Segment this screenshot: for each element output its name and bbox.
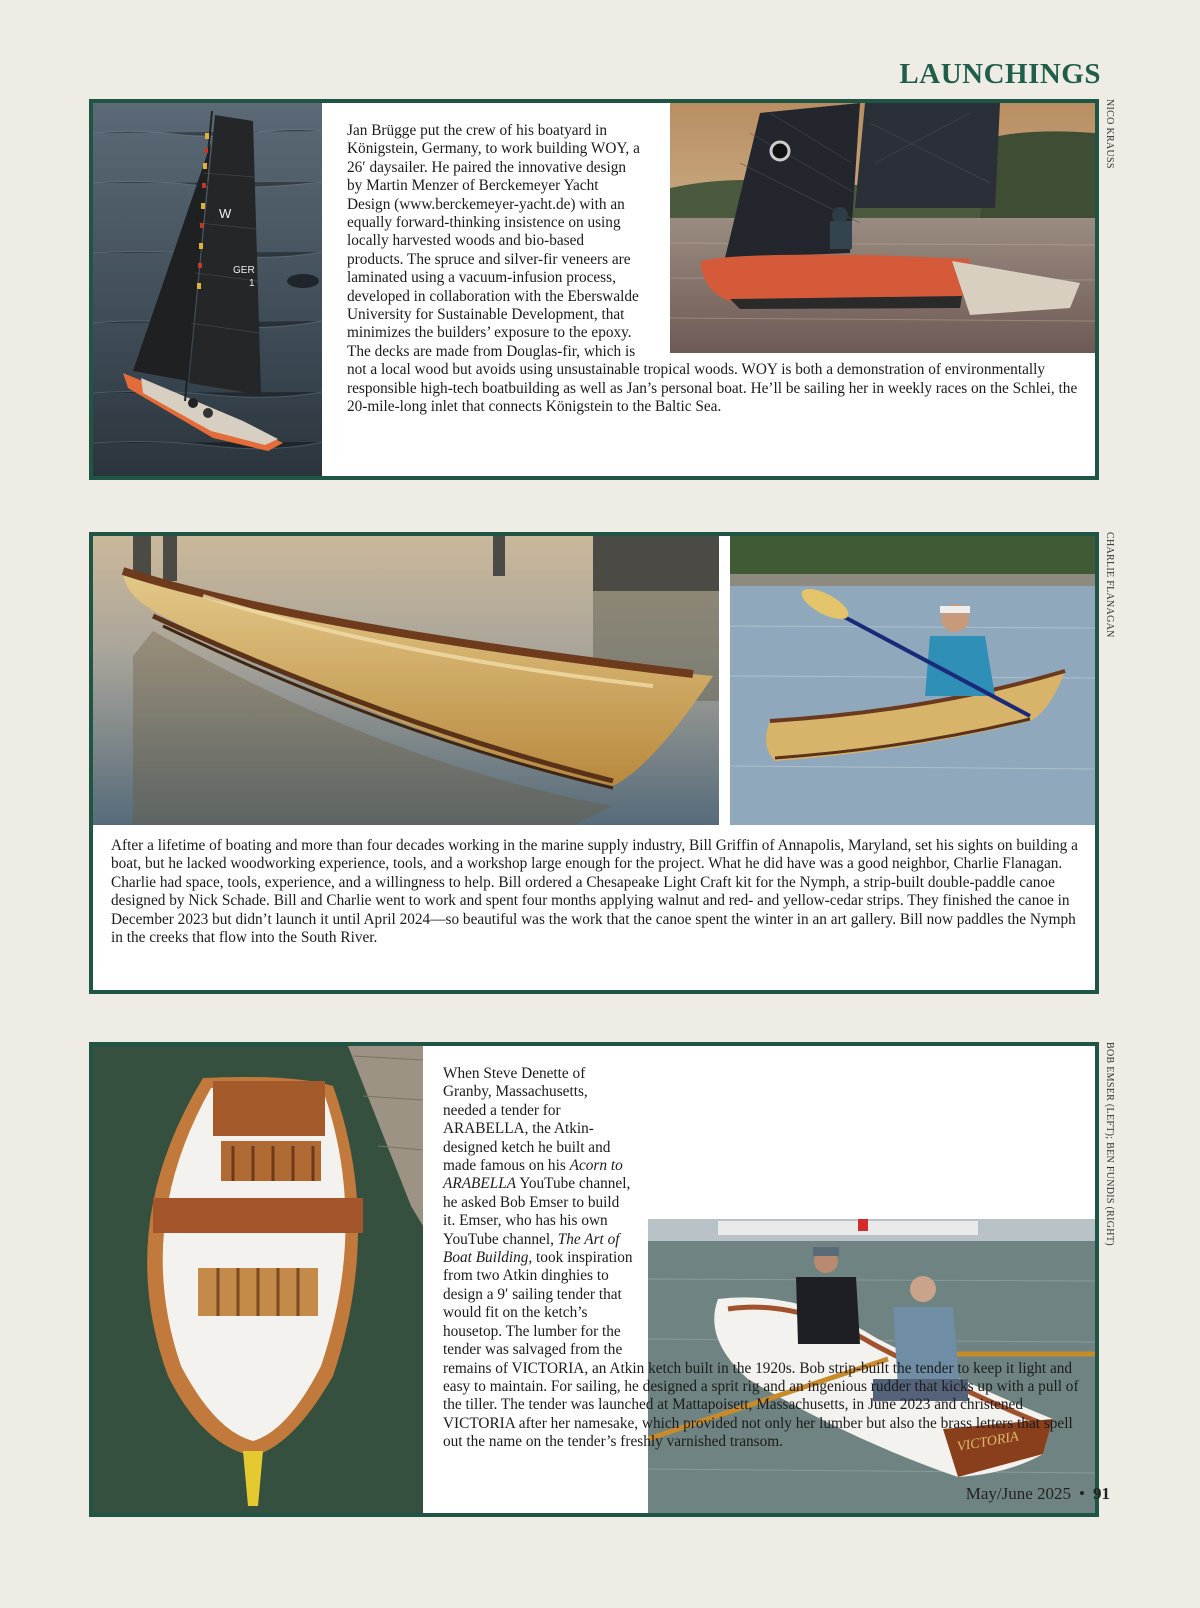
sail-country: GER	[233, 265, 255, 276]
photo-wrap-spacer	[633, 1199, 1079, 1353]
page-number: 91	[1093, 1484, 1110, 1503]
footer-bullet: •	[1079, 1484, 1085, 1503]
photo-nymph-canoe-dock	[93, 536, 719, 825]
issue-date: May/June 2025	[965, 1484, 1072, 1503]
page-footer	[966, 1484, 1110, 1504]
photo-nymph-paddling	[730, 536, 1095, 825]
channel-name: Acorn to ARABELLA	[443, 1157, 623, 1193]
story-woy-text: Jan Brügge put the crew of his boatyard in Königstein, Germany, to work building WOY, a 26′ daysailer. He paired the innovative design by Martin Menzer of Berckemeyer Yacht Design (www.berckemeyer-yacht.de) with an equally forward-thinking insistence on using locally harvested woods and bio-based products. The spruce and silver-fir veneers are laminated using a vacuum-infusion process, developed in collaboration with the Eberswalde University for Sustainable Development, that minimizes the builders’ exposure to the epoxy. The decks are made from Douglas-fir, which is not a local wood but avoids using unsustainable tropical woods. WOY is both a demonstration of environmentally responsible high-tech boatbuilding as well as Jan’s personal boat. He’ll be sailing her in weekly races on the Schlei, the 20-mile-long inlet that connects Königstein to the Baltic Sea.	[347, 122, 1078, 416]
story-nymph	[111, 837, 1079, 947]
story-woy	[347, 122, 1084, 417]
photo-credit-victoria: BOB EMSER (LEFT); BEN FUNDIS (RIGHT)	[1104, 1042, 1115, 1246]
sail-logo: W	[219, 206, 232, 221]
launching-woy	[89, 99, 1099, 480]
story-victoria	[443, 1065, 1079, 1452]
launching-nymph	[89, 532, 1099, 994]
sail-number: 1	[249, 278, 255, 289]
photo-victoria-tender-overhead	[93, 1046, 423, 1513]
photo-credit-nymph: CHARLIE FLANAGAN	[1104, 532, 1115, 638]
photo-credit-woy: NICO KRAUSS	[1104, 99, 1115, 169]
story-nymph-text: After a lifetime of boating and more than four decades working in the marine supply industry, Bill Griffin of Annapolis, Maryland, set his sights on building a boat, but he lacked woodworking experience, tools, and a workshop large enough for the project. What he did have was a good neighbor, Charlie Flanagan. Charlie had space, tools, experience, and a willingness to help. Bill ordered a Chesapeake Light Craft kit for the Nymph, a strip-built double-paddle canoe designed by Nick Schade. Bill and Charlie went to work and spent four months applying walnut and red- and yellow-cedar strips. They finished the canoe in December 2023 but didn’t launch it until April 2024—so beautiful was the work that the canoe spent the winter in an art gallery. Bill now paddles the Nymph in the creeks that flow into the South River.	[111, 837, 1078, 947]
transom-name: VICTORIA	[956, 1429, 1020, 1455]
story-victoria-text: When Steve Denette of Granby, Massachusetts, needed a tender for ARABELLA, the Atkin-designed ketch he built and made famous on his Acorn to ARABELLA YouTube channel, he asked Bob Emser to build it. Emser, who has his own YouTube channel, The Art of Boat Building, took inspiration from two Atkin dinghies to design a 9′ sailing tender that would fit on the ketch’s housetop. The lumber for the tender was salvaged from the remains of VICTORIA, an Atkin ketch built in the 1920s. Bob strip-built the tender to keep it light and easy to maintain. For sailing, he designed a sprit rig and an ingenious rudder that kicks up with a pull of the tiller. The tender was launched at Mattapoisett, Massachusetts, in June 2023 and christened VICTORIA after her namesake, which provided not only her lumber but also the brass letters that spell out the name on the tender’s freshly varnished transom.	[443, 1065, 1079, 1451]
section-title: LAUNCHINGS	[899, 58, 1101, 90]
photo-woy-aerial	[93, 103, 322, 476]
photo-wrap-spacer	[644, 122, 1084, 353]
launching-victoria	[89, 1042, 1099, 1517]
channel-name-2: The Art of Boat Building,	[443, 1230, 620, 1267]
